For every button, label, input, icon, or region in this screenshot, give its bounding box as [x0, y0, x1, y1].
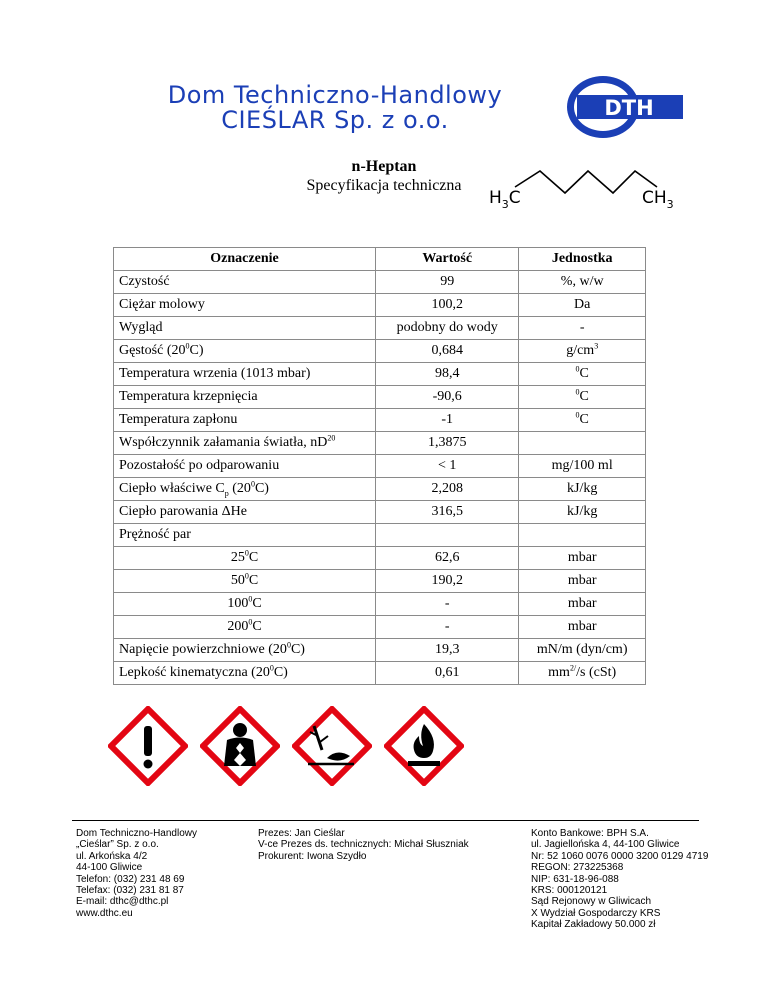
- row-unit: mbar: [519, 570, 646, 593]
- row-unit: [519, 432, 646, 455]
- exclamation-mark-icon: [108, 706, 188, 786]
- company-name-line2: CIEŚLAR Sp. z o.o.: [221, 106, 449, 134]
- document-subtitle: Specyfikacja techniczna: [306, 177, 462, 194]
- footer-line: ul. Arkońska 4/2: [76, 850, 148, 862]
- table-row: [114, 478, 646, 501]
- logo-text: DTH: [604, 96, 654, 120]
- row-unit: $mm^{2/}/s$ (cSt): [519, 662, 646, 685]
- footer-line: X Wydział Gospodarczy KRS: [531, 907, 661, 919]
- table-row: [114, 524, 646, 547]
- row-value: 19,3: [376, 639, 519, 662]
- row-unit: mbar: [519, 616, 646, 639]
- row-name: Prężność par: [114, 524, 376, 547]
- table-row: [114, 593, 646, 616]
- row-unit: mbar: [519, 547, 646, 570]
- row-unit: mbar: [519, 593, 646, 616]
- table-row: [114, 616, 646, 639]
- table-row: [114, 409, 646, 432]
- footer-line: Sąd Rejonowy w Gliwicach: [531, 896, 652, 908]
- footer-line: Dom Techniczno-Handlowy: [76, 828, 197, 839]
- row-value: 99: [376, 271, 519, 294]
- row-value: 190,2: [376, 570, 519, 593]
- row-name: Temperatura krzepnięcia: [114, 386, 376, 409]
- row-temperature: $100^0C$: [114, 593, 376, 616]
- footer-line: ul. Jagiellońska 4, 44-100 Gliwice: [531, 839, 680, 851]
- row-unit: $^0$C: [519, 409, 646, 432]
- footer-company-details: [76, 828, 197, 919]
- footer-line: 44-100 Gliwice: [76, 862, 143, 874]
- table-row: [114, 455, 646, 478]
- row-unit: $^0$C: [519, 363, 646, 386]
- table-row: [114, 271, 646, 294]
- table-row: [114, 570, 646, 593]
- table-row: [114, 432, 646, 455]
- footer-line: E-mail: dthc@dthc.pl: [76, 896, 169, 908]
- row-name: Współczynnik załamania światła, $nD^{20}$: [114, 432, 376, 455]
- header-value: Wartość: [376, 248, 519, 271]
- row-value: -: [376, 616, 519, 639]
- table-row: [114, 294, 646, 317]
- row-value: 98,4: [376, 363, 519, 386]
- table-row: [114, 662, 646, 685]
- row-name: Wygląd: [114, 317, 376, 340]
- row-value: 2,208: [376, 478, 519, 501]
- footer-line: Kapitał Zakładowy 50.000 zł: [531, 919, 656, 931]
- row-unit: $^0$C: [519, 386, 646, 409]
- row-name: Pozostałość po odparowaniu: [114, 455, 376, 478]
- footer-line: V-ce Prezes ds. technicznych: Michał Słuszniak: [258, 839, 469, 851]
- table-header-row: [114, 248, 646, 271]
- row-name: Ciepło parowania ΔHe: [114, 501, 376, 524]
- footer-bank-details: [531, 828, 708, 931]
- row-unit: kJ/kg: [519, 501, 646, 524]
- company-name-line1: Dom Techniczno-Handlowy: [167, 81, 503, 109]
- row-name: Ciepło właściwe $C_p$ $(20^0C)$: [114, 478, 376, 501]
- table-row: [114, 363, 646, 386]
- product-title: n-Heptan: [351, 158, 417, 175]
- footer-line: „Cieślar” Sp. z o.o.: [76, 839, 159, 851]
- environment-hazard-icon: [292, 706, 372, 786]
- footer-line: Telefon: (032) 231 48 69: [76, 873, 185, 885]
- row-value: 1,3875: [376, 432, 519, 455]
- health-hazard-icon: [200, 706, 280, 786]
- row-value: 100,2: [376, 294, 519, 317]
- header-unit: Jednostka: [519, 248, 646, 271]
- row-value: 316,5: [376, 501, 519, 524]
- right-methyl-label: $CH_3$: [642, 188, 674, 211]
- row-unit: $g/cm^3$: [519, 340, 646, 363]
- row-value: podobny do wody: [376, 317, 519, 340]
- row-unit: mN/m (dyn/cm): [519, 639, 646, 662]
- specification-table: [113, 247, 646, 685]
- row-temperature: $50^0C$: [114, 570, 376, 593]
- left-methyl-label: $H_3C$: [489, 188, 521, 211]
- row-name: Ciężar molowy: [114, 294, 376, 317]
- row-temperature: $200^0C$: [114, 616, 376, 639]
- footer-line: www.dthc.eu: [76, 907, 133, 919]
- row-unit: Da: [519, 294, 646, 317]
- row-value: -1: [376, 409, 519, 432]
- footer-line: Telefax: (032) 231 81 87: [76, 885, 184, 897]
- footer-line: Konto Bankowe: BPH S.A.: [531, 828, 649, 839]
- hazard-pictograms: [108, 706, 468, 786]
- row-name: Napięcie powierzchniowe $(20^0C)$: [114, 639, 376, 662]
- row-name: Lepkość kinematyczna $(20^0C)$: [114, 662, 376, 685]
- row-unit: -: [519, 317, 646, 340]
- row-value: -: [376, 593, 519, 616]
- company-name: [120, 83, 550, 133]
- footer-line: KRS: 000120121: [531, 885, 608, 897]
- row-unit: %, w/w: [519, 271, 646, 294]
- row-unit: kJ/kg: [519, 478, 646, 501]
- row-unit: [519, 524, 646, 547]
- row-name: Temperatura zapłonu: [114, 409, 376, 432]
- footer-management: [258, 828, 469, 862]
- table-row: [114, 639, 646, 662]
- table-row: [114, 317, 646, 340]
- row-temperature: $25^0C$: [114, 547, 376, 570]
- footer-divider: [72, 820, 699, 821]
- table-row: [114, 386, 646, 409]
- table-row: [114, 340, 646, 363]
- row-value: -90,6: [376, 386, 519, 409]
- row-value: < 1: [376, 455, 519, 478]
- footer-line: NIP: 631-18-96-088: [531, 873, 619, 885]
- row-value: [376, 524, 519, 547]
- footer-line: Nr: 52 1060 0076 0000 3200 0129 4719: [531, 850, 709, 862]
- flame-icon: [384, 706, 464, 786]
- dth-logo: [565, 72, 685, 142]
- row-value: 0,61: [376, 662, 519, 685]
- table-row: [114, 547, 646, 570]
- row-name: Czystość: [114, 271, 376, 294]
- table-row: [114, 501, 646, 524]
- heptane-structure: [485, 165, 680, 215]
- footer-line: REGON: 273225368: [531, 862, 624, 874]
- row-name: Gęstość $(20^0C)$: [114, 340, 376, 363]
- row-value: 0,684: [376, 340, 519, 363]
- header-designation: Oznaczenie: [114, 248, 376, 271]
- row-value: 62,6: [376, 547, 519, 570]
- row-name: Temperatura wrzenia (1013 mbar): [114, 363, 376, 386]
- footer-line: Prokurent: Iwona Szydło: [258, 850, 367, 862]
- row-unit: mg/100 ml: [519, 455, 646, 478]
- footer-line: Prezes: Jan Cieślar: [258, 828, 345, 839]
